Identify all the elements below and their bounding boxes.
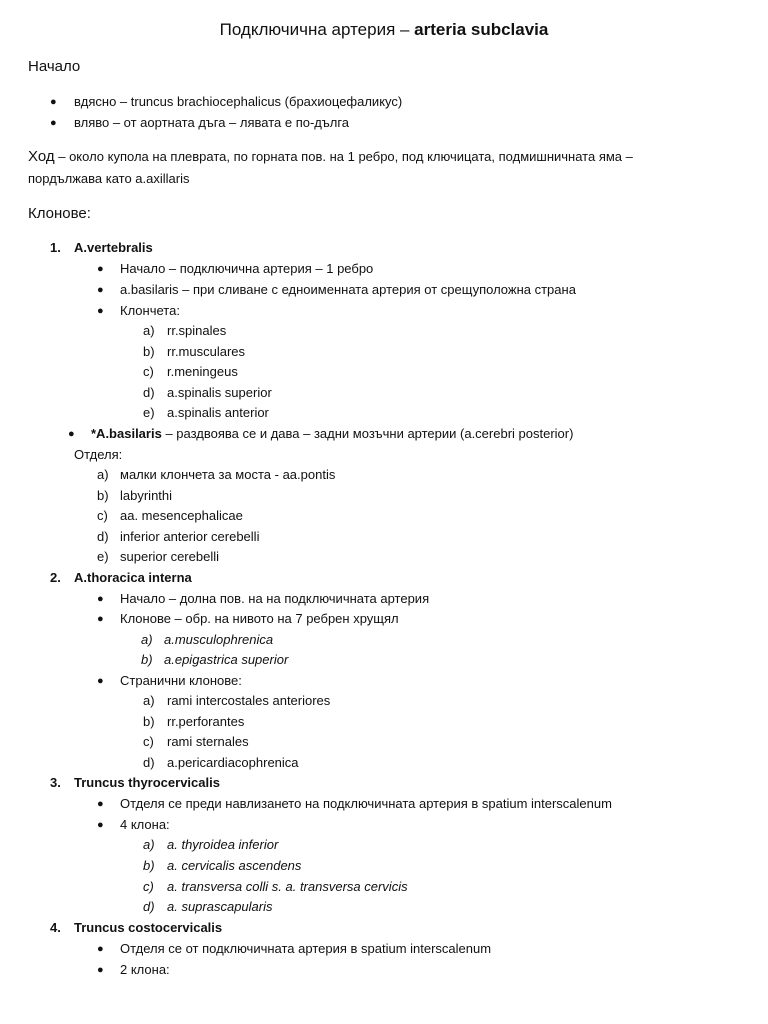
hod-line-2: пордължава като a.axillaris <box>28 171 190 186</box>
hod-text: – около купола на плеврата, по горната пов. на 1 ребро, под ключицата, подмишничната яма – <box>54 149 633 164</box>
bullet-icon: ● <box>97 943 104 955</box>
section-number: 1. <box>50 240 61 255</box>
sub-item: rr.musculares <box>167 344 246 359</box>
sub-marker: a) <box>97 467 109 482</box>
sub-item: a. thyroidea inferior <box>167 837 279 852</box>
list-item: Странични клонове: <box>120 673 242 688</box>
section-title: Truncus thyrocervicalis <box>74 775 220 790</box>
list-item: 2 клона: <box>120 962 170 977</box>
sub-item: rr.perforantes <box>167 714 245 729</box>
sub-item: rami intercostales anteriores <box>167 693 331 708</box>
sub-item: aa. mesencephalicae <box>120 508 243 523</box>
page-title <box>0 20 768 40</box>
sub-marker: d) <box>143 385 155 400</box>
sub-marker: b) <box>143 858 155 873</box>
basilaris-title: *A.basilaris <box>91 426 162 441</box>
sub-marker: a) <box>143 323 155 338</box>
title-bold: arteria subclavia <box>414 20 549 39</box>
bullet-icon: ● <box>97 593 104 605</box>
sub-marker: c) <box>97 508 108 523</box>
sub-item: a.epigastrica superior <box>164 652 289 667</box>
nachalo-item-1: вдясно – truncus brachiocephalicus (брахиоцефаликус) <box>74 94 403 109</box>
sub-marker: b) <box>141 652 153 667</box>
sub-marker: b) <box>97 488 109 503</box>
hod-line-1 <box>28 149 633 165</box>
klonove-heading: Клонове: <box>28 205 91 222</box>
section-title: A.thoracica interna <box>74 570 192 585</box>
sub-item: inferior anterior cerebelli <box>120 529 260 544</box>
list-item: Отделя се от подключичната артерия в spatium interscalenum <box>120 941 492 956</box>
list-item: Начало – подключична артерия – 1 ребро <box>120 261 374 276</box>
sub-item: superior cerebelli <box>120 549 219 564</box>
title-plain: Подключична артерия – <box>219 20 415 39</box>
sub-item: a. cervicalis ascendens <box>167 858 302 873</box>
sub-item: a.spinalis anterior <box>167 405 269 420</box>
bullet-icon: ● <box>68 428 75 440</box>
sub-marker: d) <box>143 899 155 914</box>
section-number: 2. <box>50 570 61 585</box>
sub-item: a.spinalis superior <box>167 385 272 400</box>
sub-item: a.pericardiacophrenica <box>167 755 299 770</box>
bullet-icon: ● <box>50 96 57 108</box>
section-number: 4. <box>50 920 61 935</box>
sub-marker: b) <box>143 714 155 729</box>
bullet-icon: ● <box>97 613 104 625</box>
sub-marker: b) <box>143 344 155 359</box>
bullet-icon: ● <box>97 819 104 831</box>
bullet-icon: ● <box>97 964 104 976</box>
list-item: a.basilaris – при сливане с едноименната артерия от срещуположна страна <box>120 282 576 297</box>
sub-item: r.meningeus <box>167 364 238 379</box>
section-title: Truncus costocervicalis <box>74 920 223 935</box>
bullet-icon: ● <box>97 284 104 296</box>
sub-marker: a) <box>143 837 155 852</box>
bullet-icon: ● <box>97 263 104 275</box>
sub-item: a. suprascapularis <box>167 899 273 914</box>
basilaris-text: – раздвоява се и дава – задни мозъчни артерии (a.cerebri posterior) <box>161 426 574 441</box>
sub-marker: d) <box>143 755 155 770</box>
sub-item: rami sternales <box>167 734 249 749</box>
sub-item: labyrinthi <box>120 488 173 503</box>
list-item: 4 клона: <box>120 817 170 832</box>
sub-marker: e) <box>97 549 109 564</box>
bullet-icon: ● <box>97 305 104 317</box>
bullet-icon: ● <box>50 117 57 129</box>
list-item: Клонове – обр. на нивото на 7 ребрен хрущял <box>120 611 399 626</box>
sub-item: малки клончета за моста - aa.pontis <box>120 467 336 482</box>
basilaris-line <box>91 426 573 442</box>
list-item: Клончета: <box>120 303 180 318</box>
list-item: Начало – долна пов. на на подключичната артерия <box>120 591 430 606</box>
sub-marker: c) <box>143 734 154 749</box>
sub-marker: c) <box>143 364 154 379</box>
list-item: Отделя се преди навлизането на подключичната артерия в spatium interscalenum <box>120 796 612 811</box>
nachalo-item-2: вляво – от аортната дъга – лявата е по-дълга <box>74 115 349 130</box>
sub-marker: c) <box>143 879 154 894</box>
sub-marker: a) <box>141 632 153 647</box>
sub-marker: d) <box>97 529 109 544</box>
section-title: A.vertebralis <box>74 240 153 255</box>
sub-item: a.musculophrenica <box>164 632 274 647</box>
sub-marker: a) <box>143 693 155 708</box>
sub-marker: e) <box>143 405 155 420</box>
otdelq-label: Отделя: <box>74 447 123 462</box>
nachalo-heading: Начало <box>28 58 81 75</box>
section-number: 3. <box>50 775 61 790</box>
sub-item: rr.spinales <box>167 323 227 338</box>
sub-item: a. transversa colli s. a. transversa cervicis <box>167 879 408 894</box>
bullet-icon: ● <box>97 675 104 687</box>
bullet-icon: ● <box>97 798 104 810</box>
hod-label: Ход <box>28 148 55 165</box>
